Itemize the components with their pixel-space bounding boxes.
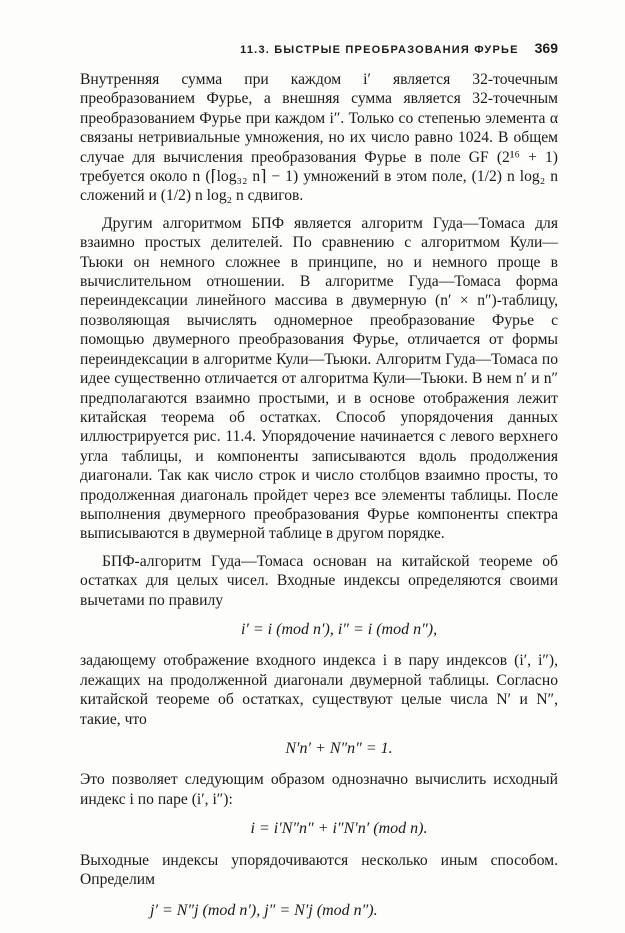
paragraph-5: Это позволяет следующим образом однозначно вычислить исходный индекс i по паре (i′, i″): <box>80 771 558 808</box>
page-number: 369 <box>534 40 558 56</box>
running-title: 11.3. БЫСТРЫЕ ПРЕОБРАЗОВАНИЯ ФУРЬЕ <box>240 44 519 56</box>
paragraph-4: задающему отображение входного индекса i в пару индексов (i′, i″), лежащих на продолженной диагонали двумерной таблицы. Согласно китайской теореме об остатках, существуют целые числа N′ и N″, такие, что <box>80 652 558 728</box>
equation-index: i = i′N″n″ + i″N′n′ (mod n). <box>250 820 428 838</box>
equation-crt: N′n′ + N″n″ = 1. <box>285 740 393 757</box>
equation-residues: i′ = i (mod n′), i″ = i (mod n″), <box>240 620 438 638</box>
equation-output-indices: j′ = N″j (mod n′), j″ = N′j (mod n″). <box>150 902 378 920</box>
paragraph-6: Выходные индексы упорядочиваются несколько иным способом. Определим <box>80 851 558 889</box>
page-header <box>80 40 558 56</box>
paragraph-2: Другим алгоритмом БПФ является алгоритм Гуда—Томаса для взаимно простых делителей. По сравнению с алгоритмом Кули—Тьюки он немного сложнее в принципе, но и немного проще в вычислительном отношении. В алгоритме Гуда—Томаса форма переиндексации линейного массива в двумерную (n′ × n″)-таблицу, позволяющая вычислять одномерное преобразование Фурье с помощью двумерного преобразования Фурье, отличается от формы переиндексации в алгоритме Кули—Тьюки. Алгоритм Гуда—Томаса по идее существенно отличается от алгоритма Кули—Тьюки. В нем n′ и n″ предполагаются взаимно простыми, и в основе отображения лежит китайская теорема об остатках. Способ упорядочения данных иллюстрируется рис. 11.4. Упорядочение начинается с левого верхнего угла таблицы, и компоненты записываются вдоль продолжения диагонали. Так как число строк и число столбцов взаимно просты, то продолженная диагональ пройдет через все элементы таблицы. После выполнения двумерного преобразования Фурье компоненты спектра выписываются в двумерной таблице в другом порядке. <box>80 214 558 543</box>
paragraph-1: Внутренняя сумма при каждом i′ является 32-точечным преобразованием Фурье, а внешняя сумма является 32-точечным преобразованием Фурье при каждом i″. Только со степенью элемента α связаны нетривиальные умножения, но их число равно 1024. В общем случае для вычисления преобразования Фурье в поле GF (2¹⁶ + 1) требуется около n (⌈log₃₂ n⌉ − 1) умножений в этом поле, (1/2) n log₂ n сложений и (1/2) n log₂ n сдвигов. <box>80 71 558 205</box>
page-body <box>80 70 558 933</box>
paragraph-3: БПФ-алгоритм Гуда—Томаса основан на китайской теореме об остатках для целых чисел. Входные индексы определяются своими вычетами по правилу <box>80 552 558 609</box>
